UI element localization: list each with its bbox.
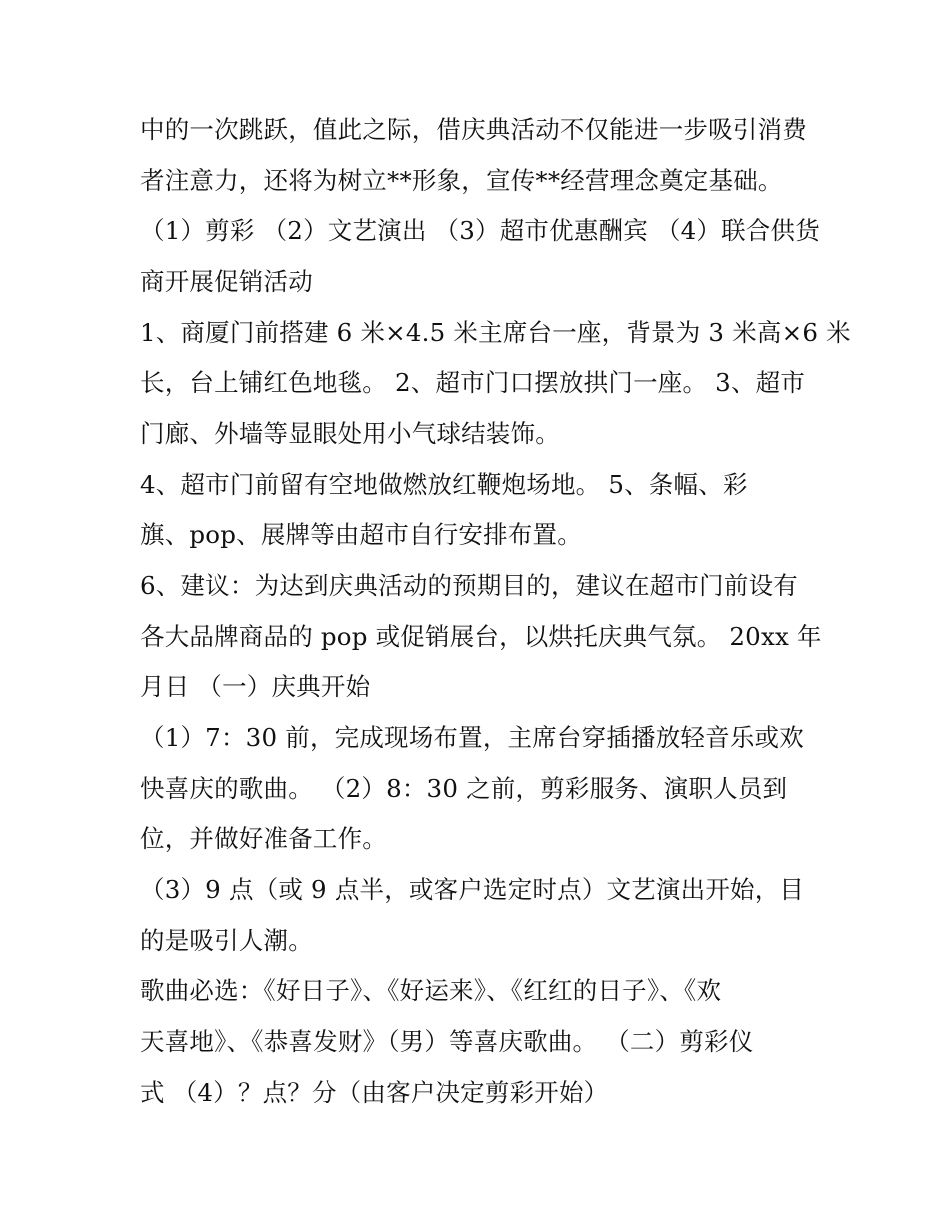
text-line: 各大品牌商品的 pop 或促销展台，以烘托庆典气氛。 20xx 年 bbox=[140, 622, 822, 651]
text-line: 1、商厦门前搭建 6 米×4.5 米主席台一座，背景为 3 米高×6 米 bbox=[140, 318, 851, 347]
text-line: 长，台上铺红色地毯。 2、超市门口摆放拱门一座。 3、超市 bbox=[140, 368, 806, 397]
text-line: （3）9 点（或 9 点半，或客户选定时点）文艺演出开始，目 bbox=[140, 875, 805, 904]
text-line: 天喜地》、《恭喜发财》（男）等喜庆歌曲。 （二）剪彩仪 bbox=[140, 1027, 754, 1056]
text-line: 商开展促销活动 bbox=[140, 267, 313, 296]
text-line: 者注意力，还将为树立**形象，宣传**经营理念奠定基础。 bbox=[140, 166, 783, 195]
text-line: 旗、pop、展牌等由超市自行安排布置。 bbox=[140, 520, 582, 549]
text-line: （1）7：30 前，完成现场布置，主席台穿插播放轻音乐或欢 bbox=[140, 723, 804, 752]
text-line: 歌曲必选：《好日子》、《好运来》、《红红的日子》、《欢 bbox=[140, 976, 722, 1005]
text-line: 月日 （一）庆典开始 bbox=[140, 672, 371, 701]
text-line: 位，并做好准备工作。 bbox=[140, 824, 387, 853]
text-line: 的是吸引人潮。 bbox=[140, 926, 313, 955]
text-line: 快喜庆的歌曲。 （2）8：30 之前，剪彩服务、演职人员到 bbox=[140, 774, 788, 803]
text-line: 门廊、外墙等显眼处用小气球结装饰。 bbox=[140, 419, 560, 448]
text-line: 4、超市门前留有空地做燃放红鞭炮场地。 5、条幅、彩 bbox=[140, 470, 748, 499]
text-line: 6、建议：为达到庆典活动的预期目的，建议在超市门前设有 bbox=[140, 571, 798, 600]
text-line: 式 （4）？点？分（由客户决定剪彩开始） bbox=[140, 1078, 609, 1107]
text-line: （1）剪彩 （2）文艺演出 （3）超市优惠酬宾 （4）联合供货 bbox=[140, 216, 820, 245]
text-line: 中的一次跳跃，值此之际，借庆典活动不仅能进一步吸引消费 bbox=[140, 115, 807, 144]
